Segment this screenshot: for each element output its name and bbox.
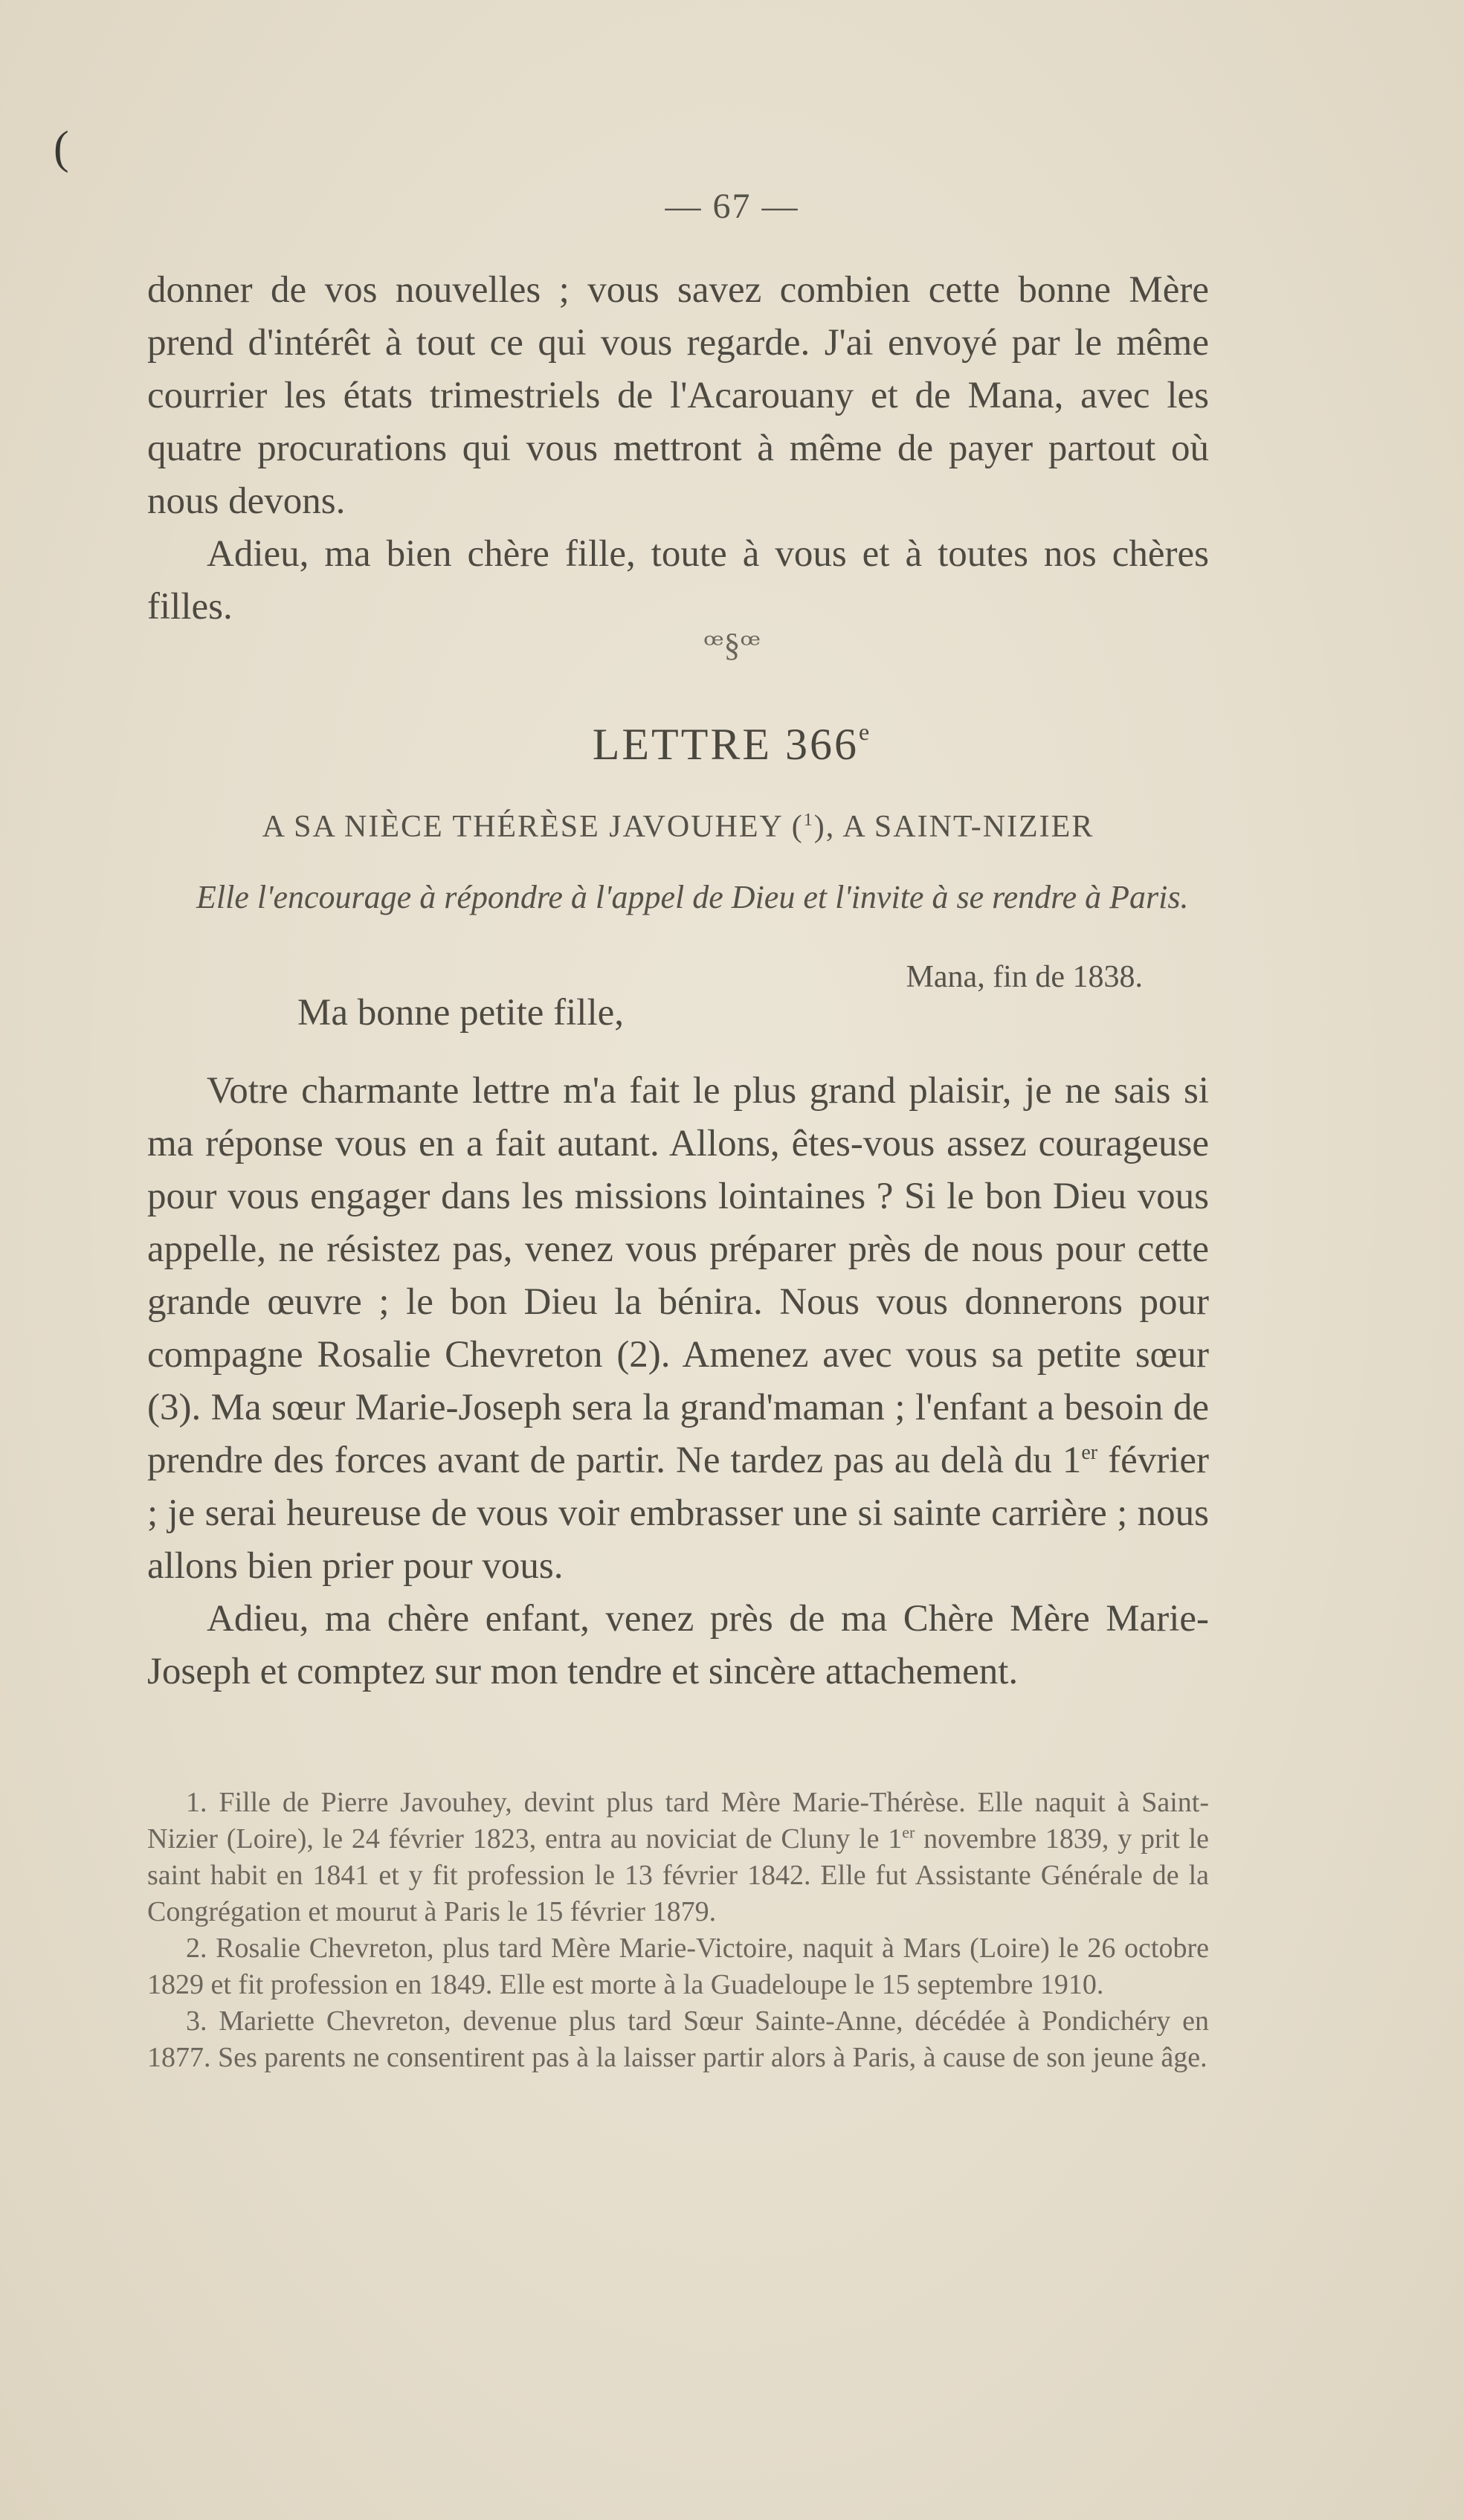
body-1-before: Votre charmante lettre m'a fait le plus grand plaisir, je ne sais si ma réponse vous en a fait autant. Allons, êtes-vous assez courageuse pour vous engager dans les missions lointaines ? Si le bon Dieu vous appelle, ne résistez pas, venez vous préparer près de nous pour cette grande œuvre ; le bon Dieu la bénira. Nous vous donnerons pour compagne Rosalie Chevreton (2). Amenez avec vous sa petite sœur (3). Ma sœur Marie-Joseph sera la grand'maman ; l'enfant a besoin de prendre des forces avant de partir. Ne tardez pas au delà du 1 xyxy=(147,1070,1209,1481)
letter-recipient xyxy=(147,809,1209,845)
body-1-after: février ; je serai heureuse de vous voir embrasser une si sainte carrière ; nous allons bien prier pour vous. xyxy=(147,1440,1209,1587)
letter-title-suffix: e xyxy=(859,718,872,745)
recipient-after: ), A SAINT-NIZIER xyxy=(813,810,1094,844)
page-number: — 67 — xyxy=(665,187,799,226)
footnote-1-ordinal: er xyxy=(902,1823,915,1842)
recipient-before: A SA NIÈCE THÉRÈSE JAVOUHEY ( xyxy=(262,810,804,844)
letter-summary xyxy=(147,875,1209,920)
footnote-3: 3. Mariette Chevreton, devenue plus tard Sœur Sainte-Anne, décédée à Pondichéry en 1877. Ses parents ne consentirent pas à la laisser partir alors à Paris, à cause de son jeune âge. xyxy=(147,2005,1209,2073)
footnote-1-after: novembre 1839, y prit le saint habit en 1841 et y fit profession le 13 février 1842. Elle fut Assistante Générale de la Congrégation et mourut à Paris le 15 février 1879. xyxy=(147,1823,1209,1927)
opening-paragraph-2: Adieu, ma bien chère fille, toute à vous et à toutes nos chères filles. xyxy=(147,533,1209,628)
recipient-footnote-ref: 1 xyxy=(803,811,814,830)
opening-paragraph-1: donner de vos nouvelles ; vous savez combien cette bonne Mère prend d'intérêt à tout ce qui vous regarde. J'ai envoyé par le même courrier les états trimestriels de l'Acarouany et de Mana, avec les quatre procurations qui vous mettront à même de payer partout où nous devons. xyxy=(147,269,1209,522)
letter-body xyxy=(147,1065,1209,1698)
footnotes xyxy=(147,1785,1209,2076)
body-paragraph-2: Adieu, ma chère enfant, venez près de ma Chère Mère Marie-Joseph et comptez sur mon tendre et sincère attachement. xyxy=(147,1598,1209,1692)
body-paragraph-1 xyxy=(147,1065,1209,1593)
salutation: Ma bonne petite fille, xyxy=(297,992,625,1034)
section-ornament: ꟹ§ꟹ xyxy=(703,627,761,663)
body-1-ordinal: er xyxy=(1081,1441,1098,1464)
summary-text: Elle l'encourage à répondre à l'appel de Dieu et l'invite à se rendre à Paris. xyxy=(196,879,1189,915)
opening-text xyxy=(147,264,1209,634)
footnote-1-before: 1. Fille de Pierre Javouhey, devint plus tard Mère Marie-Thérèse. Elle naquit à Saint-Nizier (Loire), le 24 février 1823, entra au noviciat de Cluny le 1 xyxy=(147,1787,1209,1854)
footnote-2: 2. Rosalie Chevreton, plus tard Mère Marie-Victoire, naquit à Mars (Loire) le 26 octobre 1829 et fit profession en 1849. Elle est morte à la Guadeloupe le 15 septembre 1910. xyxy=(147,1933,1209,2000)
footnote-1 xyxy=(147,1785,1209,1930)
letter-title xyxy=(0,718,1464,770)
letter-title-text: LETTRE 366 xyxy=(592,720,860,769)
margin-mark: ( xyxy=(54,123,69,173)
place-date: Mana, fin de 1838. xyxy=(906,960,1143,994)
